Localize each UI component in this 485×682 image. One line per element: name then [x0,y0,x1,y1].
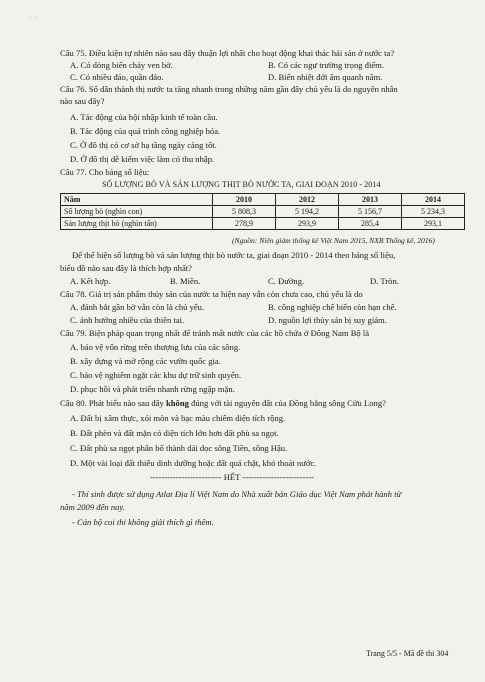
question-77-ask: Để thể hiện số lượng bò và sản lượng thịt bò nước ta, giai đoạn 2010 - 2014 theo bảng số liệu, [72,250,396,260]
table-header-cell: 2010 [213,194,276,206]
question-77-option-b: B. Miền. [170,276,201,286]
question-79-option-c: C. bảo vệ nghiêm ngặt các khu dự trữ sinh quyển. [70,370,242,380]
question-77-ask-cont: biểu đồ nào sau đây là thích hợp nhất? [60,263,192,273]
table-title: SỐ LƯỢNG BÒ VÀ SẢN LƯỢNG THỊT BÒ NƯỚC TA, GIAI ĐOẠN 2010 - 2014 [102,180,381,189]
question-80-stem-start: Câu 80. Phát biểu nào sau đây [60,398,166,408]
table-row [61,206,465,218]
question-80-option-d: D. Một vài loại đất thiếu dinh dưỡng hoặc đất quá chặt, khó thoát nước. [70,458,317,468]
question-79-option-a: A. bảo vệ vốn rừng trên thượng lưu của các sông. [70,342,241,352]
question-78-option-c: C. ảnh hưởng nhiều của thiên tai. [70,315,185,325]
table-source: (Nguồn: Niên giám thống kê Việt Nam 2015, NXB Thống kê, 2016) [232,236,435,245]
table-row-label: Sản lượng thịt bò (nghìn tấn) [61,218,213,230]
question-76-option-c: C. Ở đô thị có cơ sở hạ tầng ngày càng tốt. [70,140,217,150]
question-76-option-d: D. Ở đô thị dễ kiếm việc làm có thu nhập. [70,154,215,164]
table-header-cell: Năm [61,194,213,206]
question-79-stem: Câu 79. Biện pháp quan trọng nhất để tránh mất nước của các hồ chứa ở Đông Nam Bộ là [60,328,370,338]
question-78-option-b: B. công nghiệp chế biến còn hạn chế. [268,302,397,312]
question-75-option-d: D. Biển nhiệt đới ẩm quanh năm. [268,72,383,82]
question-79-option-b: B. xây dựng và mở rộng các vườn quốc gia. [70,356,221,366]
table-cell: 5 194,2 [276,206,339,218]
question-77-option-c: C. Đường. [268,276,305,286]
question-78-option-d: D. nguồn lợi thủy sản bị suy giảm. [268,315,387,325]
question-76-stem: Câu 76. Số dân thành thị nước ta tăng nhanh trong những năm gần đây chủ yếu là do nguyên nhân [60,84,398,94]
question-75-stem: Câu 75. Điều kiện tự nhiên nào sau đây thuận lợi nhất cho hoạt động khai thác hải sản ở nước ta? [60,48,395,58]
page-specks: · · [30,15,37,21]
question-80-option-a: A. Đất bị xâm thực, xói mòn và bạc màu chiếm diện tích rộng. [70,413,286,423]
proctor-note: - Cán bộ coi thi không giải thích gì thêm. [72,517,214,527]
table-header-row [61,194,465,206]
page-footer: Trang 5/5 - Mã đề thi 304 [366,649,449,658]
question-75-option-a: A. Có dòng biển chảy ven bờ. [70,60,173,70]
end-marker: ------------------------- HẾT ------------------------- [150,472,314,482]
table-header-cell: 2014 [402,194,465,206]
question-78-stem: Câu 78. Giá trị sản phẩm thủy sản của nước ta hiện nay vẫn còn chưa cao, chủ yếu là do [60,289,363,299]
question-76-option-b: B. Tác động của quá trình công nghiệp hóa. [70,126,221,136]
data-table [60,193,465,230]
table-header-cell: 2012 [276,194,339,206]
question-75-option-b: B. Có các ngư trường trọng điểm. [268,60,385,70]
candidate-note-cont: năm 2009 đến nay. [60,502,125,512]
candidate-note: - Thí sinh được sử dụng Atlat Địa lí Việt Nam do Nhà xuất bản Giáo dục Việt Nam phát hành từ [72,489,402,499]
table-header-cell: 2013 [339,194,402,206]
table-row [61,218,465,230]
question-77-option-d: D. Tròn. [370,276,399,286]
question-80-option-b: B. Đất phèn và đất mặn có diện tích lớn hơn đất phù sa ngọt. [70,428,279,438]
question-77-option-a: A. Kết hợp. [70,276,111,286]
question-75-option-c: C. Có nhiều đảo, quần đảo. [70,72,164,82]
table-cell: 5 234,3 [402,206,465,218]
question-79-option-d: D. phục hồi và phát triển nhanh rừng ngập mặn. [70,384,235,394]
table-cell: 5 808,3 [213,206,276,218]
question-76-option-a: A. Tác động của hội nhập kinh tế toàn cầu. [70,112,218,122]
table-cell: 285,4 [339,218,402,230]
table-cell: 5 156,7 [339,206,402,218]
table-cell: 278,9 [213,218,276,230]
question-80-stem-end: đúng với tài nguyên đất của Đồng bằng sông Cửu Long? [188,398,386,408]
table-cell: 293,9 [276,218,339,230]
table-cell: 293,1 [402,218,465,230]
question-80-option-c: C. Đất phù sa ngọt phân bố thành dải dọc sông Tiền, sông Hậu. [70,443,288,453]
question-77-stem: Câu 77. Cho bảng số liệu: [60,167,150,177]
question-80-stem-emphasis: không [165,398,189,408]
question-76-stem-cont: nào sau đây? [60,96,105,106]
question-80-stem [60,398,386,409]
question-78-option-a: A. đánh bắt gần bờ vẫn còn là chủ yếu. [70,302,205,312]
table-row-label: Số lượng bò (nghìn con) [61,206,213,218]
